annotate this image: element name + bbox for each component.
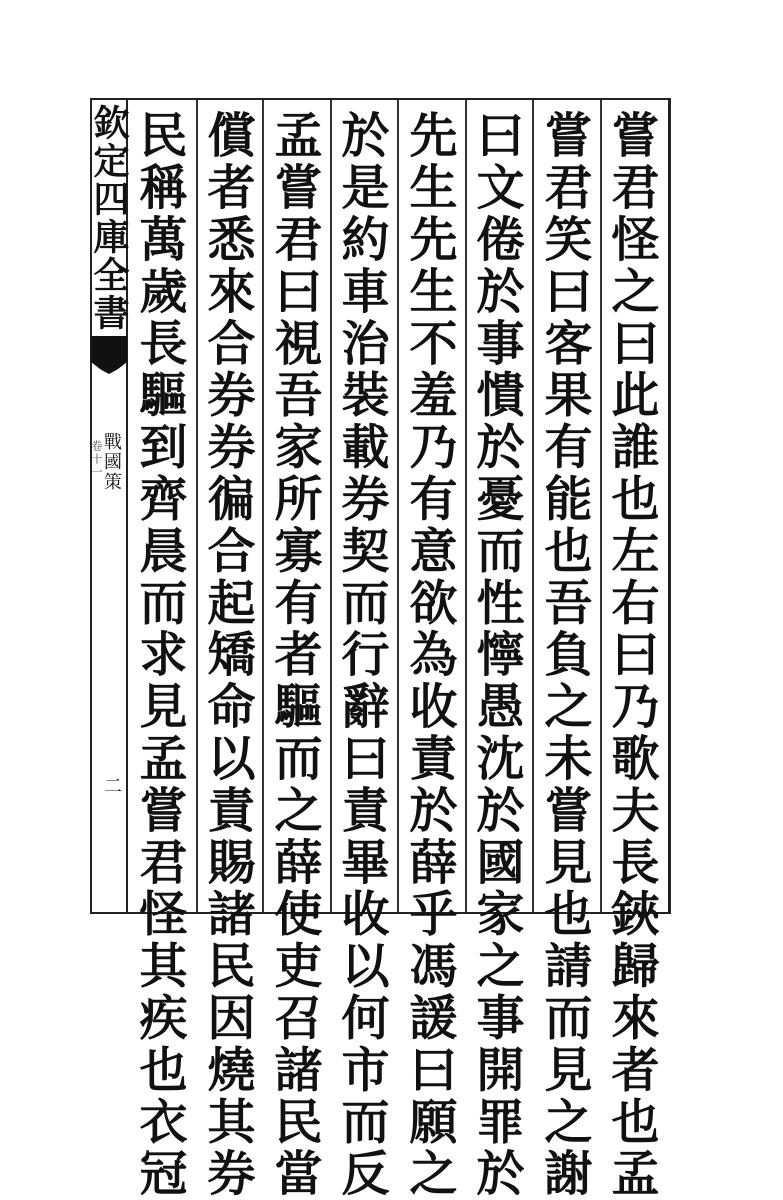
frame-right-rule [668,98,671,914]
frame-top-rule [90,98,670,100]
text-column-2: 嘗君笑曰客果有能也吾負之未嘗見也請而見之謝 [536,110,592,1200]
text-column-8: 民稱萬歲長驅到齊晨而求見孟嘗君怪其疾也衣冠 [131,110,187,1200]
section-label: 戰國策 [101,432,122,492]
text-column-3: 曰文倦於事憒於憂而性懧愚沈於國家之事開罪於 [468,110,524,1200]
text-column-5: 於是約車治裝載券契而行辭曰責畢收以何市而反 [333,110,389,1200]
volume-label: 卷十一 [90,440,103,479]
text-column-4: 先生先生不羞乃有意欲為收責於薛乎馮諼曰願之 [401,110,457,1200]
text-column-6: 孟嘗君曰視吾家所寡有者驅而之薛使吏召諸民當 [266,110,322,1200]
text-column-1: 嘗君怪之曰此誰也左右曰乃歌夫長鋏歸來者也孟 [603,110,659,1200]
book-title: 欽定四庫全書 [88,104,130,332]
fishtail-ornament [91,336,127,376]
text-column-7: 償者悉來合券券徧合起矯命以責賜諸民因燒其券 [199,110,255,1200]
page-number: 二 [104,776,122,797]
